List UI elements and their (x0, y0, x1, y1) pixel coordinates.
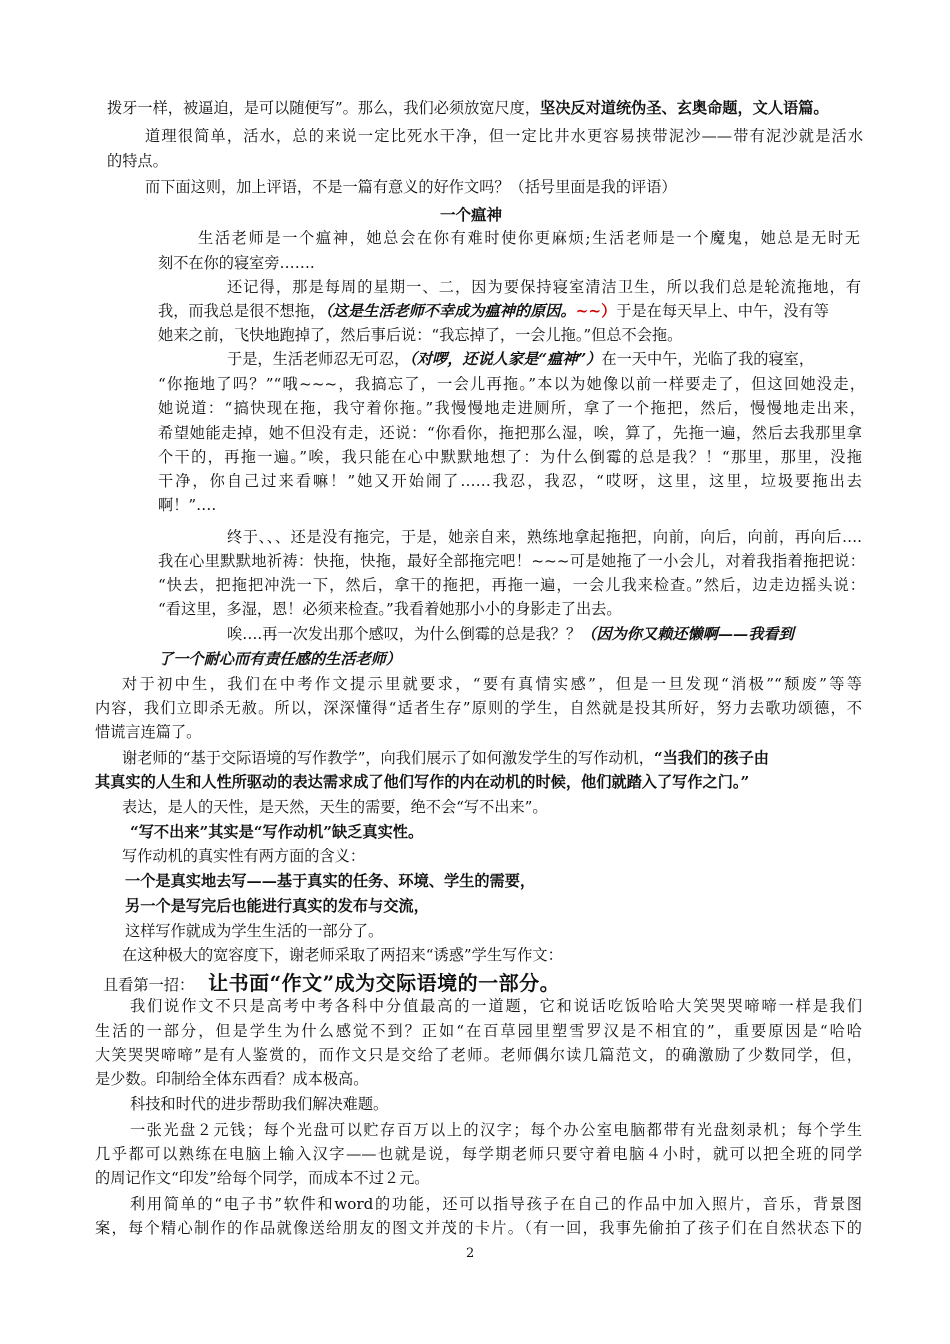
paragraph-line: 她来之前，飞快地跑掉了，然后事后说：“我忘掉了，一会儿拖。”但总不会拖。 (158, 326, 683, 344)
paragraph-line: 个干的，再拖一遍。”唉，我只能在心中默默地想了：为什么倒霉的总是我？！“那里，那里，没拖 (158, 448, 862, 466)
key-point: “写不出来”其实是“写作动机”缺乏真实性。 (130, 823, 424, 841)
paragraph-line: 在这种极大的宽容度下，谢老师采取了两招来“诱惑”学生写作文： (122, 946, 563, 964)
paragraph-line: 的周记作文“印发”给每个同学，而成本不过２元。 (95, 1169, 430, 1187)
paragraph-line: 谢老师的“基于交际语境的写作教学”，向我们展示了如何激发学生的写作动机，“当我们的孩子由 (122, 749, 769, 767)
paragraph-line: 还记得，那是每周的星期一、二，因为要保持寝室清洁卫生，所以我们总是轮流拖地，有 (227, 278, 861, 296)
paragraph-line: 我们说作文不只是高考中考各科中分值最高的一道题，它和说话吃饭哈哈大笑哭哭啼啼一样是我们 (130, 997, 862, 1015)
paragraph-line: 一张光盘２元钱；每个光盘可以贮存百万以上的汉字；每个办公室电脑都带有光盘刻录机；每个学生 (130, 1121, 862, 1139)
paragraph-line: “快去，把拖把冲洗一下，然后，拿干的拖把，再拖一遍，一会儿我来检查。”然后，边走边摇头说： (158, 576, 865, 594)
paragraph-line: 生活的一部分，但是学生为什么感觉不到？正如“在百草园里塑雪罗汉是不相宜的”，重要原因是“哈哈 (95, 1022, 862, 1040)
paragraph-line: 利用简单的“电子书”软件和word的功能，还可以指导孩子在自己的作品中加入照片，音乐，背景图 (130, 1195, 862, 1213)
paragraph-line: 是少数。印制给全体东西看？成本极高。 (95, 1070, 369, 1088)
paragraph-line: 于是，生活老师忍无可忍，（对啰，还说人家是“瘟神”）在一天中午，光临了我的寝室， (227, 350, 814, 368)
paragraph-line: 内容，我们立即杀无赦。所以，深深懂得“适者生存”原则的学生，自然就是投其所好，努力去歌功颂德，不 (95, 699, 862, 717)
paragraph-line: 惜谎言连篇了。 (95, 723, 202, 741)
paragraph-line: 终于、、、还是没有拖完，于是，她亲自来，熟练地拿起拖把，向前，向后，向前，再向后…. (227, 528, 862, 546)
paragraph-line: 她说道：“搞快现在拖，我守着你拖。”我慢慢地走进厕所，拿了一个拖把，然后，慢慢地走出来， (158, 399, 865, 417)
quote-line: 其真实的人生和人性所驱动的表达需求成了他们写作的内在动机的时候，他们就踏入了写作之门。” (95, 773, 750, 791)
teacher-comment: （因为你又赖还懒啊——我看到 (581, 625, 794, 643)
teacher-comment: （这是生活老师不幸成为瘟神的原因。 (325, 302, 576, 320)
paragraph-line: 干净，你自己过来看嘛！”她又开始闹了……我忍，我忍，“哎呀，这里，这里，垃圾要拖出去 (158, 472, 862, 490)
teacher-comment: 了一个耐心而有责任感的生活老师） (158, 650, 401, 668)
paragraph-line: 大笑哭哭啼啼”是有人鉴赏的，而作文只是交给了老师。老师偶尔读几篇范文，的确激励了少数同学，但， (95, 1046, 862, 1064)
paragraph-line: “你拖地了吗？”“哦~~~，我搞忘了，一会儿再拖。”本以为她像以前一样要走了，但这回她没走， (158, 375, 865, 393)
paragraph-line: 科技和时代的进步帮助我们解决难题。 (130, 1095, 389, 1113)
paragraph-line: “看这里，多湿，恩！必须来检查。”我看着她那小小的身影走了出去。 (158, 600, 622, 618)
paragraph-line: 啊！”…. (158, 496, 217, 514)
section-heading: 且看第一招： 让书面“作文”成为交际语境的一部分。 (103, 971, 561, 995)
paragraph-line: 希望她能走掉，她不但没有走，还说：“你看你，拖把那么湿，唉，算了，先拖一遍，然后去我那里拿 (158, 424, 862, 442)
paragraph-line: 表达，是人的天性，是天然，天生的需要，绝不会“写不出来”。 (122, 798, 548, 816)
paragraph-line: 我，而我总是很不想拖，（这是生活老师不幸成为瘟神的原因。~~）于是在每天早上、中午，没有等 (158, 302, 829, 320)
paragraph-line: 几乎都可以熟练在电脑上输入汉字——也就是说，每学期老师只要守着电脑４小时，就可以把全班的同学 (95, 1145, 862, 1163)
teacher-comment: （对啰，还说人家是“瘟神”） (409, 350, 602, 368)
paragraph-line: 刻不在你的寝室旁……. (158, 254, 315, 272)
essay-title: 一个瘟神 (440, 205, 503, 224)
paragraph-line: 唉….再一次发出那个感叹，为什么倒霉的总是我？？（因为你又赖还懒啊——我看到 (227, 625, 794, 643)
paragraph-line: 生活老师是一个瘟神，她总会在你有难时使你更麻烦;生活老师是一个魔鬼，她总是无时无 (198, 229, 860, 247)
paragraph-line: 这样写作就成为学生生活的一部分了。 (125, 922, 384, 940)
paragraph-line: 而下面这则，加上评语，不是一篇有意义的好作文吗？（括号里面是我的评语） (145, 178, 677, 196)
paragraph-line: 拨牙一样，被逼迫，是可以随便写”。那么，我们必须放宽尺度，坚决反对道统伪圣、玄奥命题，文人语篇。 (107, 99, 829, 117)
paragraph-line: 的特点。 (107, 152, 168, 170)
page-number: 2 (466, 1246, 475, 1261)
paragraph-line: 案，每个精心制作的作品就像送给朋友的图文并茂的卡片。（有一回，我事先偷拍了孩子们在自然状态下的 (95, 1219, 862, 1237)
paragraph-line: 对于初中生，我们在中考作文提示里就要求，“要有真情实感”，但是一旦发现“消极”“颓废”等等 (122, 675, 862, 693)
key-point: 另一个是写完后也能进行真实的发布与交流， (125, 897, 429, 915)
paragraph-line: 我在心里默默地祈祷：快拖，快拖，最好全部拖完吧！~~~可是她拖了一小会儿，对着我指着拖把说： (158, 552, 865, 570)
key-point: 一个是真实地去写——基于真实的任务、环境、学生的需要， (125, 872, 536, 890)
paragraph-line: 道理很简单，活水，总的来说一定比死水干净，但一定比井水更容易挟带泥沙——带有泥沙就是活水 (145, 127, 863, 145)
paragraph-line: 写作动机的真实性有两方面的含义： (122, 847, 365, 865)
